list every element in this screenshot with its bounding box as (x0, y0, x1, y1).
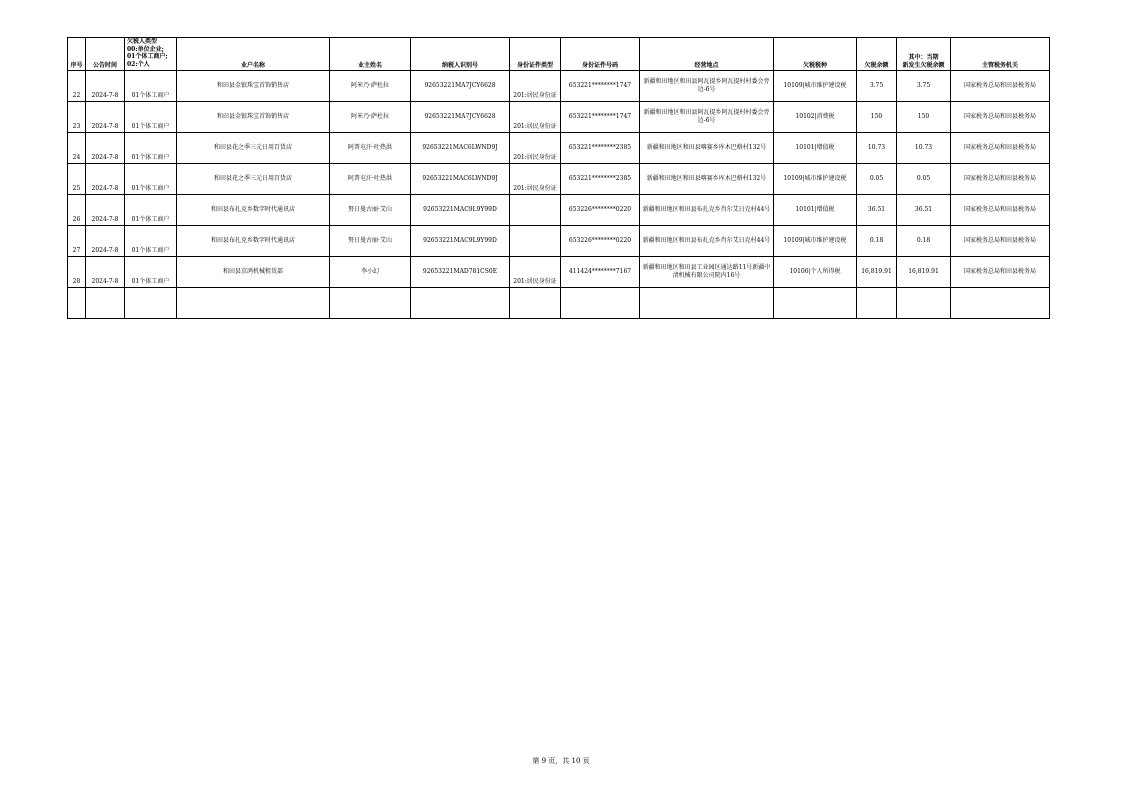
cell-new-amount: 3.75 (897, 71, 951, 102)
cell-owner-name: 阿米乃·萨杜拉 (330, 102, 411, 133)
cell-amount: 16,819.91 (857, 257, 897, 288)
header-line: 02:个人 (127, 60, 150, 68)
header-line: 欠税人类型 (127, 38, 158, 45)
cell-address: 新疆和田地区和田县布扎克乡肖尔艾日克村44号 (640, 195, 774, 226)
cell-tax-id: 92653221MAC9L9Y99D (411, 226, 510, 257)
header-line: 新发生欠税余额 (902, 62, 945, 69)
table-row (68, 164, 1050, 195)
cell-tax-id: 92653221MA7JCY6628 (411, 71, 510, 102)
cell-owner-name: 努日曼古丽·艾山 (330, 195, 411, 226)
header-line: 其中：当期 (908, 54, 939, 61)
cell-date: 2024-7-8 (86, 257, 125, 288)
table-row (68, 226, 1050, 257)
cell-id-type: 201:居民身份证 (510, 257, 561, 288)
cell-id-number: 653221********1747 (561, 71, 640, 102)
cell-tax-type: 10101|增值税 (774, 133, 857, 164)
cell-date: 2024-7-8 (86, 102, 125, 133)
header-business-name: 业户名称 (177, 38, 330, 71)
header-owner-name: 业主姓名 (330, 38, 411, 71)
cell-address: 新疆和田地区和田县阿瓦提乡阿瓦提村村委会旁边-6号 (640, 102, 774, 133)
header-tax-id: 纳税人识别号 (411, 38, 510, 71)
cell-date: 2024-7-8 (86, 133, 125, 164)
cell-tax-id: 92653221MAC9L9Y99D (411, 195, 510, 226)
cell-seq: 24 (68, 133, 86, 164)
cell-tax-type: 10109|城市维护建设税 (774, 71, 857, 102)
cell-authority: 国家税务总局和田县税务局 (951, 133, 1050, 164)
cell-taxpayer-type: 01个体工商户 (125, 195, 177, 226)
cell-date: 2024-7-8 (86, 164, 125, 195)
cell-authority: 国家税务总局和田县税务局 (951, 102, 1050, 133)
empty-cell (330, 288, 411, 319)
cell-taxpayer-type: 01个体工商户 (125, 71, 177, 102)
cell-id-number: 653226********0220 (561, 195, 640, 226)
cell-id-number: 653221********1747 (561, 102, 640, 133)
cell-id-number: 653221********2385 (561, 164, 640, 195)
cell-business-name: 和田县布扎克乡数字时代通讯店 (177, 195, 330, 226)
header-amount: 欠税余额 (857, 38, 897, 71)
cell-business-name: 和田县花之季三元日用百货店 (177, 164, 330, 195)
header-line: 00:单位企业; (127, 45, 164, 53)
cell-business-name: 和田县金银珠宝首饰销售店 (177, 71, 330, 102)
table-row (68, 195, 1050, 226)
empty-cell (897, 288, 951, 319)
cell-new-amount: 150 (897, 102, 951, 133)
cell-authority: 国家税务总局和田县税务局 (951, 257, 1050, 288)
cell-date: 2024-7-8 (86, 226, 125, 257)
table-row (68, 257, 1050, 288)
cell-taxpayer-type: 01个体工商户 (125, 133, 177, 164)
cell-seq: 27 (68, 226, 86, 257)
empty-cell (640, 288, 774, 319)
cell-tax-type: 10101|增值税 (774, 195, 857, 226)
cell-authority: 国家税务总局和田县税务局 (951, 71, 1050, 102)
cell-business-name: 和田县京鸿机械租赁部 (177, 257, 330, 288)
cell-owner-name: 李小幻 (330, 257, 411, 288)
empty-cell (411, 288, 510, 319)
cell-owner-name: 阿普屯汗·吐热洪 (330, 164, 411, 195)
cell-address: 新疆和田地区和田县工业园区通达路11号新疆中清机械有限公司院内16号 (640, 257, 774, 288)
cell-taxpayer-type: 01个体工商户 (125, 102, 177, 133)
cell-tax-id: 92653221MAC6LWND9J (411, 133, 510, 164)
page-footer: 第 9 页，共 10 页 (532, 757, 590, 765)
cell-date: 2024-7-8 (86, 71, 125, 102)
cell-seq: 28 (68, 257, 86, 288)
cell-new-amount: 36.51 (897, 195, 951, 226)
cell-id-type (510, 195, 561, 226)
empty-cell (951, 288, 1050, 319)
cell-seq: 23 (68, 102, 86, 133)
cell-tax-type: 10109|城市维护建设税 (774, 226, 857, 257)
cell-authority: 国家税务总局和田县税务局 (951, 226, 1050, 257)
header-authority: 主管税务机关 (951, 38, 1050, 71)
cell-owner-name: 阿米乃·萨杜拉 (330, 71, 411, 102)
header-seq: 序号 (68, 38, 86, 71)
empty-cell (125, 288, 177, 319)
header-row (68, 38, 1050, 71)
cell-owner-name: 努日曼古丽·艾山 (330, 226, 411, 257)
cell-seq: 22 (68, 71, 86, 102)
empty-cell (774, 288, 857, 319)
cell-id-number: 411424********7167 (561, 257, 640, 288)
cell-amount: 10.73 (857, 133, 897, 164)
table-row (68, 133, 1050, 164)
cell-tax-type: 10102|消费税 (774, 102, 857, 133)
empty-cell (86, 288, 125, 319)
header-date: 公告时间 (86, 38, 125, 71)
tax-arrears-table-container (67, 37, 1050, 319)
cell-seq: 26 (68, 195, 86, 226)
cell-new-amount: 16,819.91 (897, 257, 951, 288)
cell-id-number: 653226********0220 (561, 226, 640, 257)
cell-address: 新疆和田地区和田县喀赛乡库木巴格村132号 (640, 133, 774, 164)
cell-taxpayer-type: 01个体工商户 (125, 164, 177, 195)
cell-id-number: 653221********2385 (561, 133, 640, 164)
cell-id-type (510, 226, 561, 257)
cell-new-amount: 0.05 (897, 164, 951, 195)
cell-taxpayer-type: 01个体工商户 (125, 226, 177, 257)
header-new-amount (897, 38, 951, 71)
cell-seq: 25 (68, 164, 86, 195)
cell-id-type: 201:居民身份证 (510, 71, 561, 102)
empty-cell (177, 288, 330, 319)
cell-date: 2024-7-8 (86, 195, 125, 226)
empty-cell (68, 288, 86, 319)
cell-id-type: 201:居民身份证 (510, 102, 561, 133)
table-row (68, 71, 1050, 102)
empty-cell (857, 288, 897, 319)
cell-business-name: 和田县金银珠宝首饰销售店 (177, 102, 330, 133)
cell-amount: 3.75 (857, 71, 897, 102)
cell-amount: 0.18 (857, 226, 897, 257)
empty-cell (510, 288, 561, 319)
cell-authority: 国家税务总局和田县税务局 (951, 195, 1050, 226)
empty-cell (561, 288, 640, 319)
header-id-number: 身份证件号码 (561, 38, 640, 71)
cell-business-name: 和田县布扎克乡数字时代通讯店 (177, 226, 330, 257)
cell-address: 新疆和田地区和田县布扎克乡肖尔艾日克村44号 (640, 226, 774, 257)
cell-tax-id: 92653221MAD781CS0E (411, 257, 510, 288)
header-address: 经营地点 (640, 38, 774, 71)
cell-amount: 150 (857, 102, 897, 133)
cell-tax-id: 92653221MA7JCY6628 (411, 102, 510, 133)
header-tax-type: 欠税税种 (774, 38, 857, 71)
tax-arrears-table (67, 37, 1050, 319)
empty-row (68, 288, 1050, 319)
cell-address: 新疆和田地区和田县喀赛乡库木巴格村132号 (640, 164, 774, 195)
cell-id-type: 201:居民身份证 (510, 164, 561, 195)
cell-new-amount: 10.73 (897, 133, 951, 164)
cell-owner-name: 阿普屯汗·吐热洪 (330, 133, 411, 164)
cell-business-name: 和田县花之季三元日用百货店 (177, 133, 330, 164)
cell-authority: 国家税务总局和田县税务局 (951, 164, 1050, 195)
cell-amount: 0.05 (857, 164, 897, 195)
cell-taxpayer-type: 01个体工商户 (125, 257, 177, 288)
cell-id-type: 201:居民身份证 (510, 133, 561, 164)
cell-amount: 36.51 (857, 195, 897, 226)
cell-tax-type: 10106|个人所得税 (774, 257, 857, 288)
table-row (68, 102, 1050, 133)
cell-address: 新疆和田地区和田县阿瓦提乡阿瓦提村村委会旁边-6号 (640, 71, 774, 102)
header-line: 01个体工商户; (127, 53, 168, 60)
cell-new-amount: 0.18 (897, 226, 951, 257)
cell-tax-id: 92653221MAC6LWND9J (411, 164, 510, 195)
header-taxpayer-type (125, 38, 177, 71)
header-id-type: 身份证件类型 (510, 38, 561, 71)
cell-tax-type: 10109|城市维护建设税 (774, 164, 857, 195)
